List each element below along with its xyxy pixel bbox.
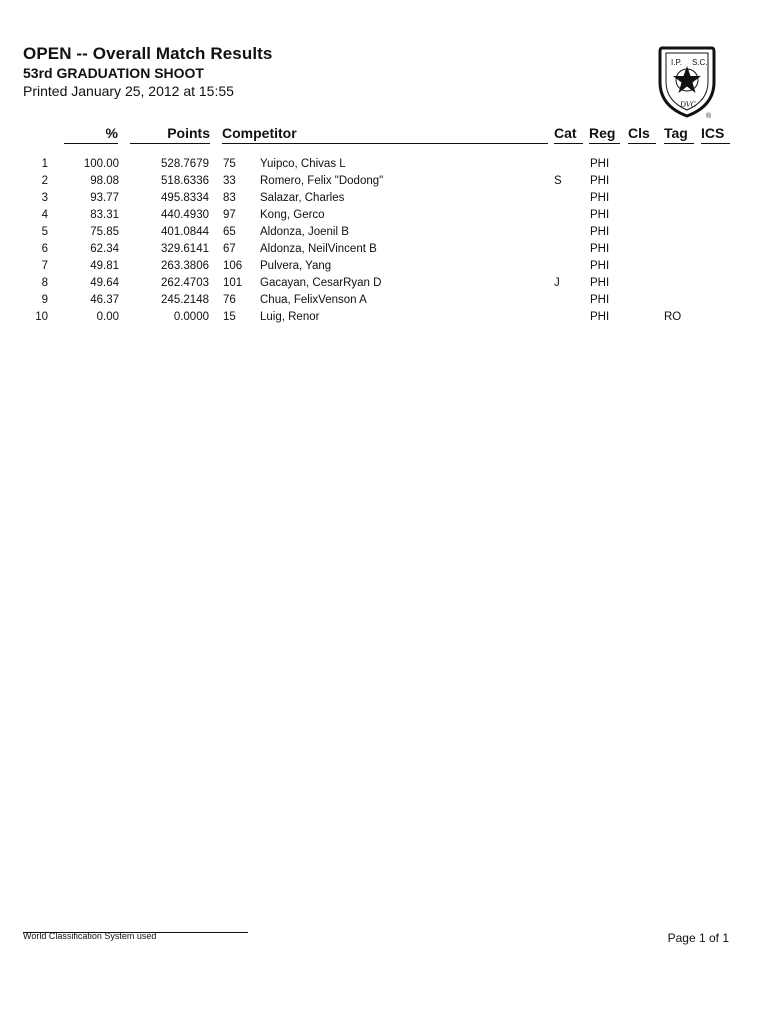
place-cell: 5	[41, 226, 48, 238]
header-ics: ICS	[701, 125, 730, 144]
percent-cell: 0.00	[96, 311, 119, 323]
table-row	[0, 260, 768, 277]
svg-text:DVC: DVC	[680, 100, 696, 109]
svg-text:®: ®	[706, 113, 712, 120]
table-row	[0, 226, 768, 243]
points-cell: 329.6141	[161, 243, 209, 255]
region-cell: PHI	[590, 260, 610, 272]
competitor-name-cell: Gacayan, CesarRyan D	[260, 277, 382, 289]
tag-cell: RO	[664, 311, 682, 323]
table-row	[0, 192, 768, 209]
competitor-name-cell: Aldonza, Joenil B	[260, 226, 349, 238]
place-cell: 6	[41, 243, 48, 255]
place-cell: 10	[35, 311, 48, 323]
points-cell: 263.3806	[161, 260, 209, 272]
table-row	[0, 294, 768, 311]
percent-cell: 98.08	[90, 175, 119, 187]
header-reg: Reg	[589, 125, 620, 144]
header-competitor: Competitor	[222, 125, 548, 144]
table-row	[0, 175, 768, 192]
footer-note: World Classification System used	[23, 931, 157, 941]
percent-cell: 49.64	[90, 277, 119, 289]
percent-cell: 100.00	[83, 158, 119, 170]
match-name: 53rd GRADUATION SHOOT	[23, 65, 204, 81]
category-cell: J	[554, 277, 560, 289]
competitor-number-cell: 75	[223, 158, 236, 170]
points-cell: 245.2148	[161, 294, 209, 306]
percent-cell: 75.85	[90, 226, 119, 238]
competitor-name-cell: Aldonza, NeilVincent B	[260, 243, 377, 255]
competitor-number-cell: 15	[223, 311, 236, 323]
competitor-number-cell: 33	[223, 175, 236, 187]
competitor-name-cell: Yuipco, Chivas L	[260, 158, 346, 170]
region-cell: PHI	[590, 158, 610, 170]
competitor-name-cell: Romero, Felix "Dodong"	[260, 175, 384, 187]
place-cell: 2	[41, 175, 48, 187]
competitor-number-cell: 83	[223, 192, 236, 204]
percent-cell: 46.37	[90, 294, 119, 306]
points-cell: 262.4703	[161, 277, 209, 289]
points-cell: 401.0844	[161, 226, 209, 238]
competitor-name-cell: Pulvera, Yang	[260, 260, 332, 272]
table-row	[0, 277, 768, 294]
header-points: Points	[130, 125, 210, 144]
place-cell: 9	[41, 294, 48, 306]
table-row	[0, 311, 768, 328]
competitor-number-cell: 106	[223, 260, 243, 272]
svg-text:S.C.: S.C.	[692, 58, 708, 67]
place-cell: 8	[41, 277, 48, 289]
points-cell: 440.4930	[161, 209, 209, 221]
page-number: Page 1 of 1	[667, 931, 729, 945]
points-cell: 0.0000	[173, 311, 209, 323]
region-cell: PHI	[590, 226, 610, 238]
report-title: OPEN -- Overall Match Results	[23, 44, 273, 63]
place-cell: 1	[41, 158, 48, 170]
percent-cell: 83.31	[90, 209, 119, 221]
points-cell: 528.7679	[161, 158, 209, 170]
percent-cell: 93.77	[90, 192, 119, 204]
region-cell: PHI	[590, 209, 610, 221]
table-row	[0, 209, 768, 226]
competitor-number-cell: 97	[223, 209, 236, 221]
competitor-name-cell: Luig, Renor	[260, 311, 320, 323]
place-cell: 4	[41, 209, 48, 221]
table-row	[0, 243, 768, 260]
region-cell: PHI	[590, 243, 610, 255]
place-cell: 7	[41, 260, 48, 272]
region-cell: PHI	[590, 311, 610, 323]
competitor-name-cell: Kong, Gerco	[260, 209, 325, 221]
header-tag: Tag	[664, 125, 694, 144]
header-percent: %	[64, 125, 118, 144]
ipsc-shield-logo-icon	[656, 44, 718, 120]
points-cell: 495.8334	[161, 192, 209, 204]
competitor-number-cell: 101	[223, 277, 243, 289]
table-row	[0, 158, 768, 175]
header-cls: Cls	[628, 125, 656, 144]
printed-date: Printed January 25, 2012 at 15:55	[23, 83, 234, 99]
competitor-number-cell: 65	[223, 226, 236, 238]
header-cat: Cat	[554, 125, 583, 144]
region-cell: PHI	[590, 277, 610, 289]
percent-cell: 49.81	[90, 260, 119, 272]
points-cell: 518.6336	[161, 175, 209, 187]
region-cell: PHI	[590, 175, 610, 187]
svg-text:I.P.: I.P.	[671, 58, 682, 67]
competitor-number-cell: 67	[223, 243, 236, 255]
competitor-name-cell: Salazar, Charles	[260, 192, 345, 204]
place-cell: 3	[41, 192, 48, 204]
competitor-name-cell: Chua, FelixVenson A	[260, 294, 367, 306]
competitor-number-cell: 76	[223, 294, 236, 306]
percent-cell: 62.34	[90, 243, 119, 255]
region-cell: PHI	[590, 192, 610, 204]
category-cell: S	[554, 175, 562, 187]
region-cell: PHI	[590, 294, 610, 306]
results-table	[0, 158, 768, 328]
